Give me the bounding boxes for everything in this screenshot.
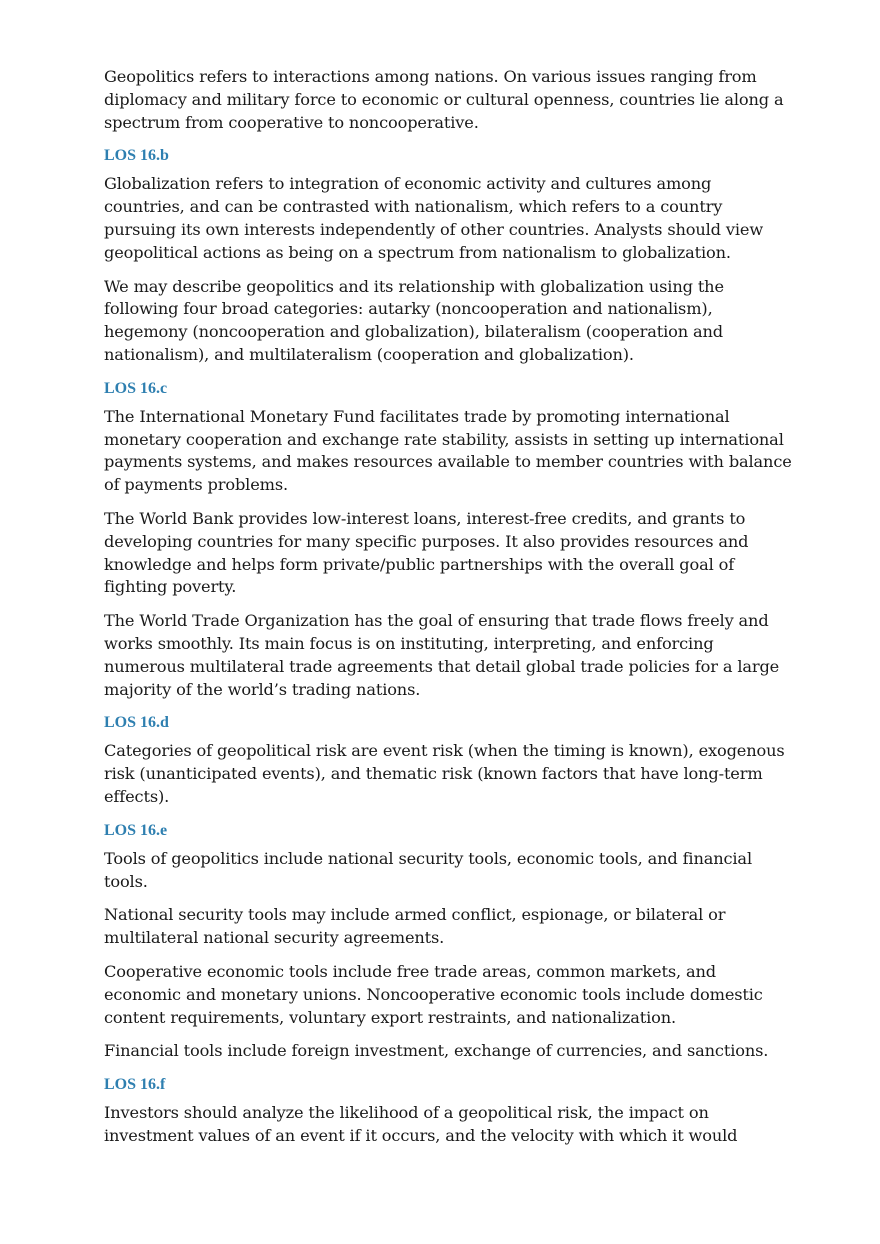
paragraph-four-categories: We may describe geopolitics and its relationship with globalization using the following four broad categories: autarky (noncooperation and nationalism), hegemony (noncooperation and globalization), bilateralism (cooperation and nationalism), and multilateralism (cooperation and globalization). [104, 276, 724, 364]
paragraph-tools-of-geopolitics: Tools of geopolitics include national security tools, economic tools, and financial tools. [104, 848, 752, 891]
los-heading-16d: LOS 16.d [104, 714, 169, 732]
los-heading-16c: LOS 16.c [104, 379, 168, 397]
paragraph-economic-tools: Cooperative economic tools include free trade areas, common markets, and economic and monetary unions. Noncooperative economic tools include domestic content requirements, voluntary export restraints, and nationalization. [104, 961, 763, 1027]
paragraph-risk-categories: Categories of geopolitical risk are event risk (when the timing is known), exogenous risk (unanticipated events), and thematic risk (known factors that have long-term effects). [104, 741, 785, 806]
document-page [104, 66, 794, 1159]
los-heading-16b: LOS 16.b [104, 147, 169, 165]
paragraph-imf: The International Monetary Fund facilitates trade by promoting international monetary cooperation and exchange rate stability, assists in setting up international payments systems, and makes resources available to member countries with balance of payments problems. [104, 406, 792, 495]
paragraph-investor-analysis: Investors should analyze the likelihood of a geopolitical risk, the impact on investment values of an event if it occurs, and the velocity with which it would [104, 1103, 738, 1145]
paragraph-national-security-tools: National security tools may include armed conflict, espionage, or bilateral or multilateral national security agreements. [104, 905, 726, 948]
los-heading-16e: LOS 16.e [104, 821, 168, 839]
paragraph-geopolitics-definition: Geopolitics refers to interactions among nations. On various issues ranging from diplomacy and military force to economic or cultural openness, countries lie along a spectrum from cooperative to noncooperative. [104, 67, 784, 132]
paragraph-globalization: Globalization refers to integration of economic activity and cultures among countries, and can be contrasted with nationalism, which refers to a country pursuing its own interests independently of other countries. Analysts should view geopolitical actions as being on a spectrum from nationalism to globalization. [104, 174, 764, 262]
paragraph-wto: The World Trade Organization has the goal of ensuring that trade flows freely and works smoothly. Its main focus is on instituting, interpreting, and enforcing numerous multilateral trade agreements that detail global trade policies for a large majority of the world’s trading nations. [104, 611, 780, 699]
paragraph-financial-tools: Financial tools include foreign investment, exchange of currencies, and sanctions. [104, 1041, 769, 1061]
los-heading-16f: LOS 16.f [104, 1076, 166, 1094]
paragraph-world-bank: The World Bank provides low-interest loans, interest-free credits, and grants to developing countries for many specific purposes. It also provides resources and knowledge and helps form private/public partnerships with the overall goal of fighting poverty. [104, 508, 749, 597]
